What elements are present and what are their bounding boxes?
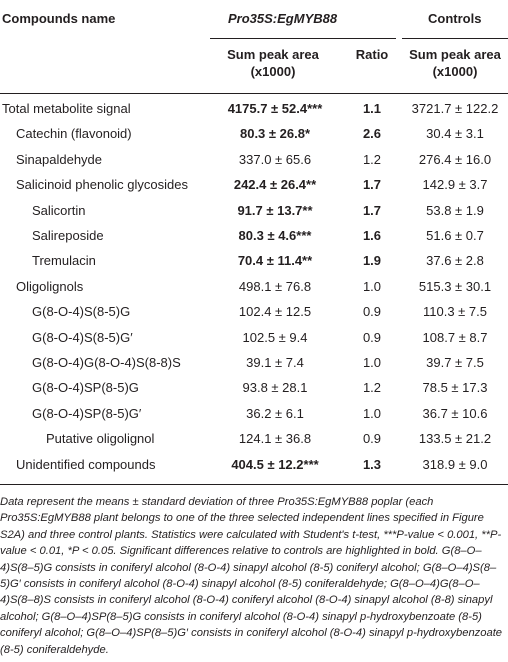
ratio-value: 1.1 [362,101,382,116]
compound-name: G(8-O-4)G(8-O-4)S(8-8)S [32,355,181,370]
table-row [0,148,508,171]
pro35s-value: 498.1 ± 76.8 [238,278,312,294]
table-row [0,351,508,374]
compound-name: Oligolignols [16,278,84,294]
pro35s-value: 80.3 ± 26.8* [239,126,311,142]
bottom-rule [0,484,508,485]
control-value: 110.3 ± 7.5 [423,304,487,320]
compound-name: Putative oligolignol [46,431,155,447]
pro35s-value: 337.0 ± 65.6 [238,151,312,167]
table-row [0,224,508,247]
pro35s-value: 36.2 ± 6.1 [246,405,304,421]
control-value: 37.6 ± 2.8 [426,253,484,269]
table-row [0,173,508,196]
compound-name: Unidentified compounds [16,456,156,472]
control-value: 36.7 ± 10.6 [422,405,488,421]
table-row [0,427,508,450]
compound-name: Salicinoid phenolic glycosides [16,177,188,193]
pro35s-value: 124.1 ± 36.8 [238,431,312,447]
ratio-value: 1.7 [362,177,382,193]
ratio-value: 0.9 [362,329,382,345]
compound-name: Total metabolite signal [2,101,131,116]
pro35s-value: 70.4 ± 11.4** [237,253,313,269]
group-header-controls: Controls [428,11,482,26]
ratio-value: 1.2 [362,151,382,167]
table-row [0,275,508,298]
control-value: 3721.7 ± 122.2 [411,101,499,116]
table-row [0,199,508,222]
ratio-value: 2.6 [362,126,382,142]
table-row [0,249,508,272]
compounds-header: Compounds name [2,11,116,26]
sum-peak-pro-header: Sum peak area (x1000) [227,47,319,79]
ratio-value: 1.0 [362,278,382,294]
ratio-value: 1.7 [362,202,382,218]
ratio-value: 1.9 [362,253,382,269]
table-row [0,402,508,425]
table-header-groups [0,0,508,38]
pro35s-value: 102.5 ± 9.4 [242,329,308,345]
pro35s-value: 404.5 ± 12.2*** [231,456,319,472]
control-value: 142.9 ± 3.7 [422,177,488,193]
ratio-value: 1.3 [362,456,382,472]
pro35s-value: 91.7 ± 13.7** [237,202,313,218]
table-row [0,300,508,323]
table-row [0,326,508,349]
table-row [0,97,508,120]
control-value: 30.4 ± 3.1 [426,126,484,142]
pro35s-value: 80.3 ± 4.6*** [238,228,312,243]
control-value: 133.5 ± 21.2 [418,431,492,447]
ratio-value: 1.6 [362,228,382,243]
control-value: 53.8 ± 1.9 [426,202,484,218]
table-row [0,453,508,476]
compound-name: G(8-O-4)S(8-5)G′ [32,329,133,345]
pro35s-value: 93.8 ± 28.1 [242,380,308,396]
control-value: 78.5 ± 17.3 [422,380,488,396]
compound-name: G(8-O-4)S(8-5)G [32,304,131,320]
pro35s-value: 39.1 ± 7.4 [246,355,304,370]
compound-name: Tremulacin [32,253,96,269]
pro35s-value: 4175.7 ± 52.4*** [227,101,323,116]
pro35s-value: 102.4 ± 12.5 [238,304,312,320]
compound-name: Catechin (flavonoid) [16,126,132,142]
sum-peak-ctl-header: Sum peak area (x1000) [409,47,501,79]
ratio-value: 1.0 [362,405,382,421]
table-row [0,376,508,399]
table-row [0,122,508,145]
pro35s-value: 242.4 ± 26.4** [233,177,317,193]
compound-name: Salireposide [32,228,104,243]
header-rule [0,93,508,94]
ratio-header: Ratio [355,47,389,62]
compound-name: G(8-O-4)SP(8-5)G [32,380,139,396]
table-footnote: Data represent the means ± standard deviation of three Pro35S:EgMYB88 poplar (each Pro35S:EgMYB88 plant belongs to one of the three selected independent lines specified in Figure S2A) and three control plants. Statistics were calculated with Student's t-test, ***P-value < 0.001, **P-value < 0.01, *P < 0.05. Significant differences relative to controls are highlighted in bold. G(8–O–4)S(8–5)G consists in coniferyl alcohol (8-O-4) sinapyl alcohol (8-5) coniferyl alcohol; G(8–O–4)S(8–5)G′ consists in coniferyl alcohol (8-O-4) sinapyl alcohol (8-5) coniferaldehyde; G(8–O–4)G(8–O–4)S(8–8)S consists in coniferyl alcohol (8-O-4) coniferyl alcohol (8-O-4) sinapyl alcohol (8-8) sinapyl alcohol; G(8–O–4)SP(8–5)G consists in coniferyl alcohol (8-O-4) sinapyl p-hydroxybenzoate (8-5) coniferyl alcohol; G(8–O–4)SP(8–5)G′ consists in coniferyl alcohol (8-O-4) sinapyl p-hydroxybenzoate (8-5) coniferaldehyde. [0,496,503,656]
compound-name: Salicortin [32,202,86,218]
control-value: 39.7 ± 7.5 [426,355,484,370]
control-value: 515.3 ± 30.1 [418,278,492,294]
control-value: 318.9 ± 9.0 [422,456,488,472]
control-value: 276.4 ± 16.0 [418,151,492,167]
ratio-value: 0.9 [362,431,382,447]
group-underline-pro [210,38,396,39]
group-underline-controls [402,38,508,39]
group-header-pro35s: Pro35S:EgMYB88 [228,11,338,26]
compound-name: G(8-O-4)SP(8-5)G′ [32,405,142,421]
ratio-value: 1.0 [362,355,382,370]
control-value: 108.7 ± 8.7 [422,329,488,345]
compound-name: Sinapaldehyde [16,151,103,167]
ratio-value: 1.2 [362,380,382,396]
ratio-value: 0.9 [362,304,382,320]
control-value: 51.6 ± 0.7 [426,228,484,243]
